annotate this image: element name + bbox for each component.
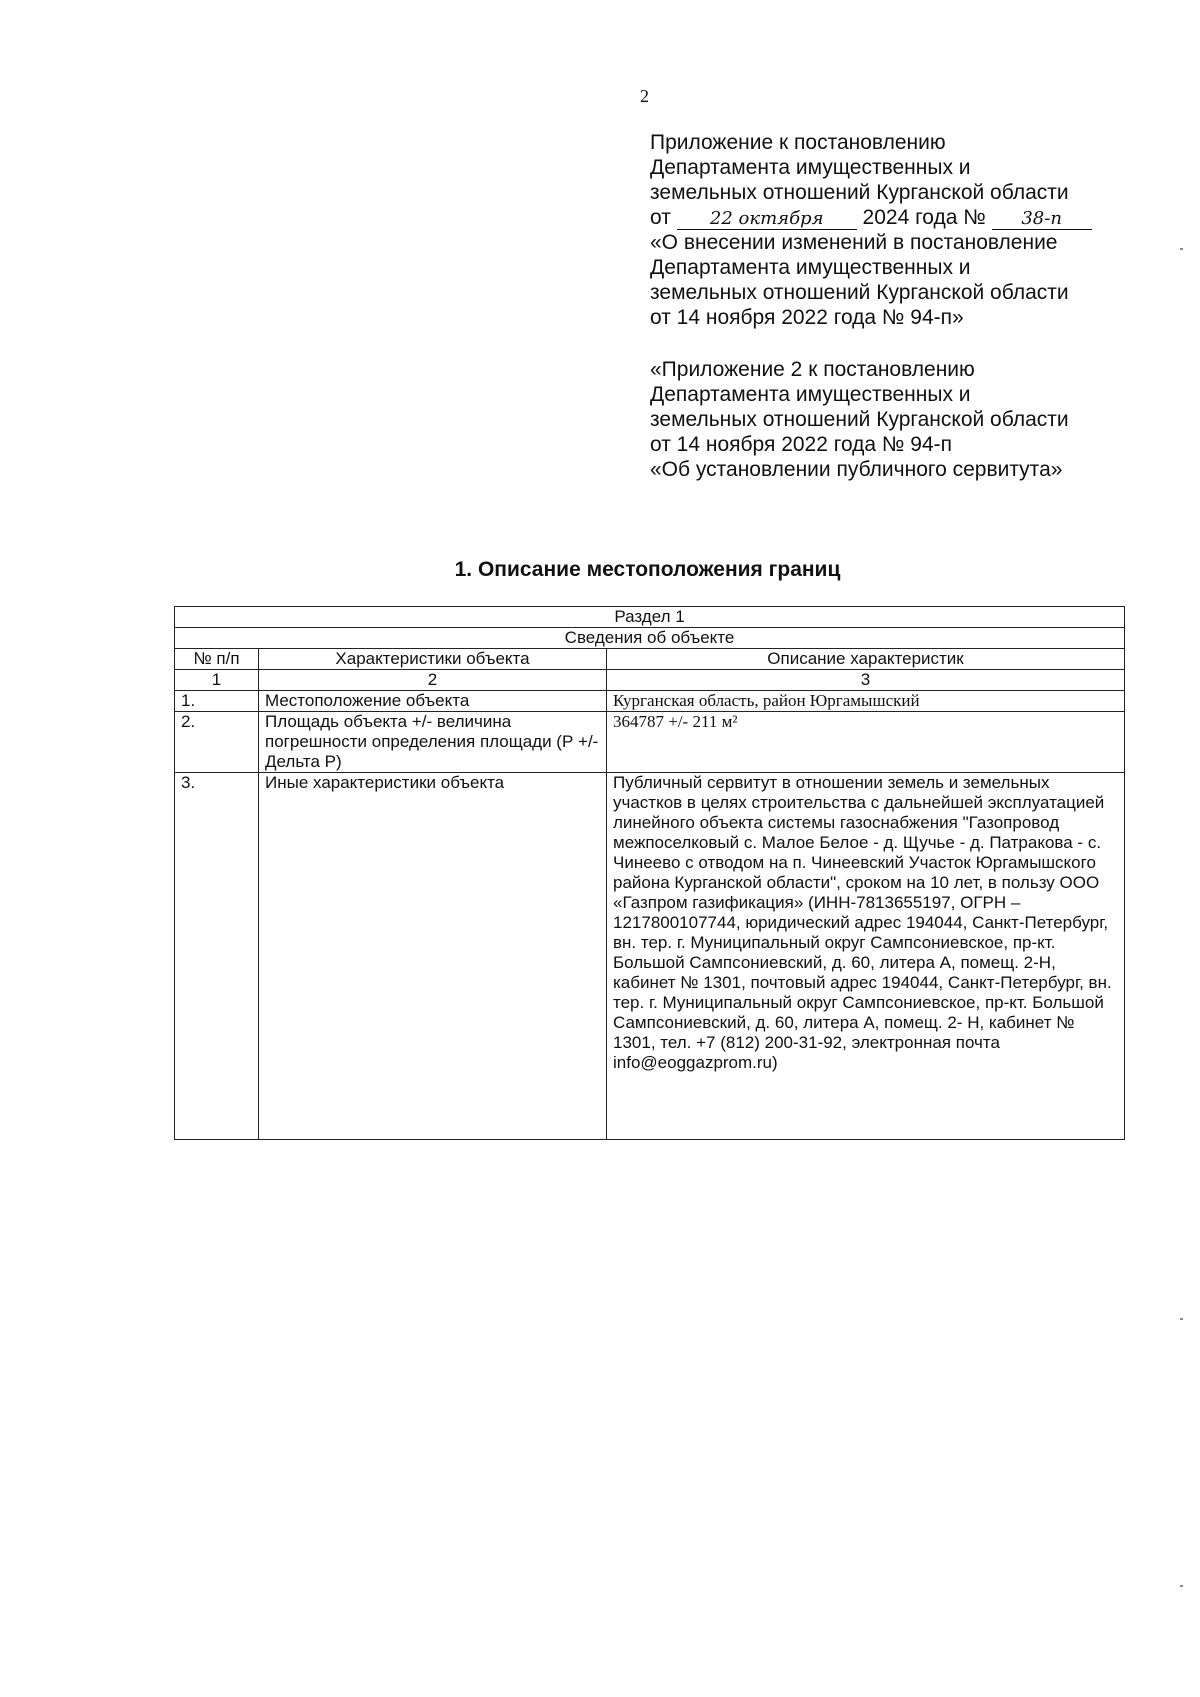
appendix-line: от 14 ноября 2022 года № 94-п» (650, 306, 964, 329)
column-number: 2 (259, 670, 607, 691)
table-section-row (175, 607, 1125, 628)
date-prefix: от (650, 206, 671, 229)
handwritten-number: 38-п (992, 209, 1092, 230)
column-header: Описание характеристик (607, 649, 1125, 670)
row-characteristic: Местоположение объекта (259, 691, 607, 712)
appendix-line: земельных отношений Курганской области (650, 181, 1069, 204)
appendix-2-header (650, 357, 1170, 482)
row-description: Публичный сервитут в отношении земель и земельных участков в целях строительства с дальнейшей эксплуатацией линейного объекта системы газоснабжения "Газопровод межпоселковый с. Малое Белое - д. Щучье - д. Патракова - с. Чинеево с отводом на п. Чинеевский Участок Юргамышского района Курганской области", сроком на 10 лет, в пользу ООО «Газпром газификация» (ИНН-7813655197, ОГРН – 1217800107744, юридический адрес 194044, Санкт-Петербург, вн. тер. г. Муниципальный округ Сампсониевское, пр-кт. Большой Сампсониевский, д. 60, литера А, помещ. 2-Н, кабинет № 1301, почтовый адрес 194044, Санкт-Петербург, вн. тер. г. Муниципальный округ Сампсониевское, пр-кт. Большой Сампсониевский, д. 60, литера А, помещ. 2- Н, кабинет № 1301, тел. +7 (812) 200-31-92, электронная почта info@eoggazprom.ru) (607, 773, 1125, 1140)
appendix-line: «Приложение 2 к постановлению (650, 358, 975, 381)
appendix-line: земельных отношений Курганской области (650, 408, 1069, 431)
handwritten-date: 22 октября (677, 209, 857, 230)
page-number: 2 (640, 86, 649, 106)
row-number: 2. (175, 712, 259, 773)
scan-speck (1180, 1318, 1183, 1320)
table-subtitle: Сведения об объекте (175, 628, 1125, 649)
table-subtitle-row (175, 628, 1125, 649)
appendix-line: от 14 ноября 2022 года № 94-п (650, 433, 953, 456)
appendix-header (650, 130, 1170, 330)
appendix-line: «О внесении изменений в постановление (650, 231, 1058, 254)
appendix-line: Департамента имущественных и (650, 383, 971, 406)
appendix-line: Приложение к постановлению (650, 131, 946, 154)
scan-speck (1180, 248, 1183, 250)
column-number: 3 (607, 670, 1125, 691)
appendix-date-line (650, 205, 1170, 230)
table-row (175, 712, 1125, 773)
row-number: 1. (175, 691, 259, 712)
table-section-title: Раздел 1 (175, 607, 1125, 628)
column-header: Характеристики объекта (259, 649, 607, 670)
column-number: 1 (175, 670, 259, 691)
row-characteristic: Иные характеристики объекта (259, 773, 607, 1140)
row-characteristic: Площадь объекта +/- величина погрешности определения площади (Р +/- Дельта Р) (259, 712, 607, 773)
appendix-line: Департамента имущественных и (650, 256, 971, 279)
scan-speck (1180, 1585, 1183, 1587)
object-info-table (174, 606, 1125, 1140)
row-description: Курганская область, район Юргамышский (607, 691, 1125, 712)
table-row (175, 773, 1125, 1140)
appendix-line: «Об установлении публичного сервитута» (650, 458, 1063, 481)
column-header: № п/п (175, 649, 259, 670)
section-title: 1. Описание местоположения границ (454, 558, 841, 581)
row-number: 3. (175, 773, 259, 1140)
table-row (175, 691, 1125, 712)
column-number-row (175, 670, 1125, 691)
appendix-line: Департамента имущественных и (650, 156, 971, 179)
date-year: 2024 года № (862, 206, 986, 229)
row-description: 364787 +/- 211 м² (607, 712, 1125, 773)
table-header-row (175, 649, 1125, 670)
appendix-line: земельных отношений Курганской области (650, 281, 1069, 304)
